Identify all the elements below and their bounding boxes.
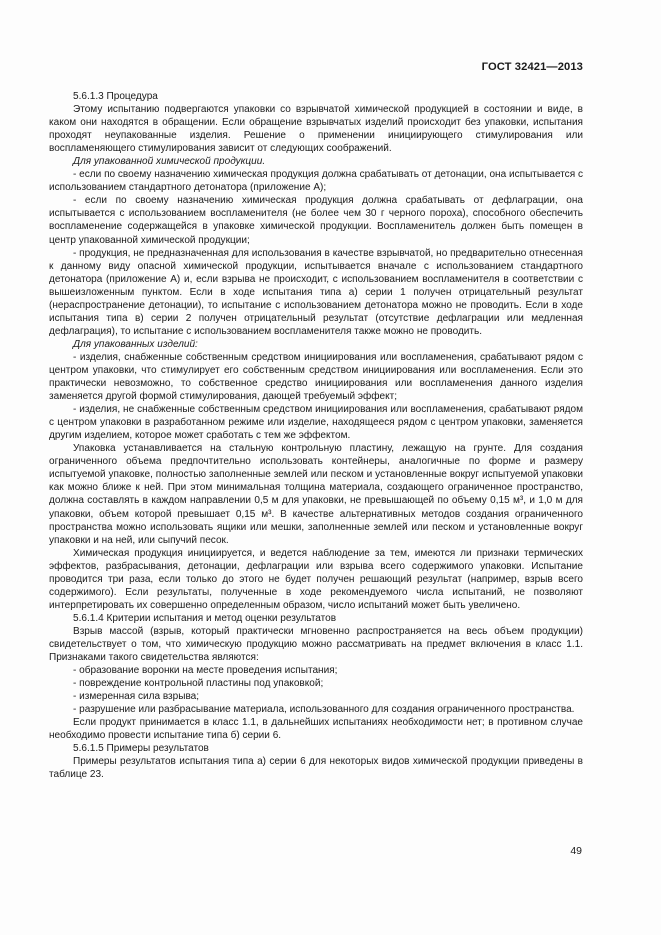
- section-heading-5-6-1-3: 5.6.1.3 Процедура: [73, 91, 158, 102]
- list-item: - образование воронки на месте проведения испытания;: [73, 665, 338, 677]
- paragraph: Примеры результатов испытания типа а) серии 6 для некоторых видов химической продукции приведены в таблице 23.: [49, 756, 583, 781]
- list-item: - продукция, не предназначенная для использования в качестве взрывчатой, но предварительно отнесенная к данному виду опасной химической продукции, испытывается вначале с использованием стандартного детонатора (приложение А) и, если взрыва не происходит, с использованием воспламенителя в соответствии с вышеизложенным пунктом. Если в ходе испытания типа а) серии 1 получен отрицательный результат (нераспространение детонации), то испытание с использованием детонатора можно не проводить. Если в ходе испытания типа в) серии 2 получен отрицательный результат (отсутствие дефлаграции или медленная дефлаграция), то испытание с использованием воспламенителя также можно не проводить.: [49, 247, 583, 337]
- italic-subheading: Для упакованных изделий:: [73, 338, 198, 350]
- section-heading-5-6-1-4: 5.6.1.4 Критерии испытания и метод оценки результатов: [73, 612, 337, 624]
- paragraph: Химическая продукция инициируется, и ведется наблюдение за тем, имеются ли признаки термических эффектов, разбрасывания, детонации, дефлаграции или взрыва всего содержимого упаковки. Испытание проводится три раза, если только до этого не будет получен решающий результат (например, взрыв всего содержимого). Если результаты, полученные в ходе рекомендуемого числа испытаний, не позволяют интерпретировать их совершенно определенным образом, число испытаний может быть увеличено.: [49, 547, 583, 611]
- list-item: - если по своему назначению химическая продукция должна срабатывать от детонации, она испытывается с использованием стандартного детонатора (приложение А);: [49, 169, 583, 194]
- list-item: - изделия, не снабженные собственным средством инициирования или воспламенения, срабатывают рядом с центром упаковки в разработанном режиме или изделие, находящееся рядом с центром упаковки, заменяется другим изделием, которое может сработать с тем же эффектом.: [49, 404, 583, 442]
- paragraph: Взрыв массой (взрыв, который практически мгновенно распространяется на весь объем продукции) свидетельствует о том, что химическую продукцию можно рассматривать на предмет включения в класс 1.1. Признаками такого свидетельства являются:: [49, 625, 583, 664]
- section-heading-5-6-1-5: 5.6.1.5 Примеры результатов: [73, 743, 209, 755]
- list-item: - разрушение или разбрасывание материала, использованного для создания ограниченного пространства.: [73, 704, 575, 716]
- list-item: - повреждение контрольной пластины под упаковкой;: [73, 678, 324, 690]
- list-item: - изделия, снабженные собственным средством инициирования или воспламенения, срабатывают рядом с центром упаковки, что стимулирует его собственным средством инициирования или воспламенения. Если это практически невозможно, то собственное средство инициирования или воспламенения данного изделия заменяется другой формой стимулирования, дающей требуемый эффект;: [49, 351, 583, 403]
- paragraph: Если продукт принимается в класс 1.1, в дальнейших испытаниях необходимости нет; в противном случае необходимо провести испытание типа б) серии 6.: [49, 717, 583, 742]
- paragraph: Этому испытанию подвергаются упаковки со взрывчатой химической продукцией в состоянии и виде, в каком они находятся в обращении. Если обращение взрывчатых изделий происходит без упаковки, испытания проходят неупакованные изделия. Решение о применении инициирующего стимулирования или воспламеняющего стимулирования зависит от следующих соображений.: [49, 104, 583, 155]
- page-number: 49: [570, 845, 582, 857]
- document-body: [49, 90, 583, 781]
- italic-subheading: Для упакованной химической продукции.: [73, 156, 266, 168]
- list-item: - измеренная сила взрыва;: [73, 691, 200, 703]
- list-item: - если по своему назначению химическая продукция должна срабатывать от дефлаграции, она испытывается с использованием воспламенителя (не более чем 30 г черного пороха), способного обеспечить воспламенение содержащейся в упаковке химической продукции. Воспламенитель должен быть помещен в центр упакованной химической продукции;: [49, 195, 583, 246]
- standard-code: ГОСТ 32421—2013: [481, 61, 583, 73]
- paragraph: Упаковка устанавливается на стальную контрольную пластину, лежащую на грунте. Для создания ограниченного объема предпочтительно использовать контейнеры, аналогичные по форме и размеру испытуемой упаковке, полностью заполненные землей или песком и установленные вокруг испытуемой упаковки как можно ближе к ней. При этом минимальная толщина материала, создающего ограниченное пространство, должна составлять в каждом направлении 0,5 м для упаковки, не превышающей по объему 0,15 м³, и 1,0 м для упаковки, объем которой превышает 0,15 м³. В качестве альтернативных методов создания ограниченного пространства можно использовать ящики или мешки, заполненные землей или песком и установленные вокруг упаковки и на ней, или сыпучий песок.: [49, 443, 583, 546]
